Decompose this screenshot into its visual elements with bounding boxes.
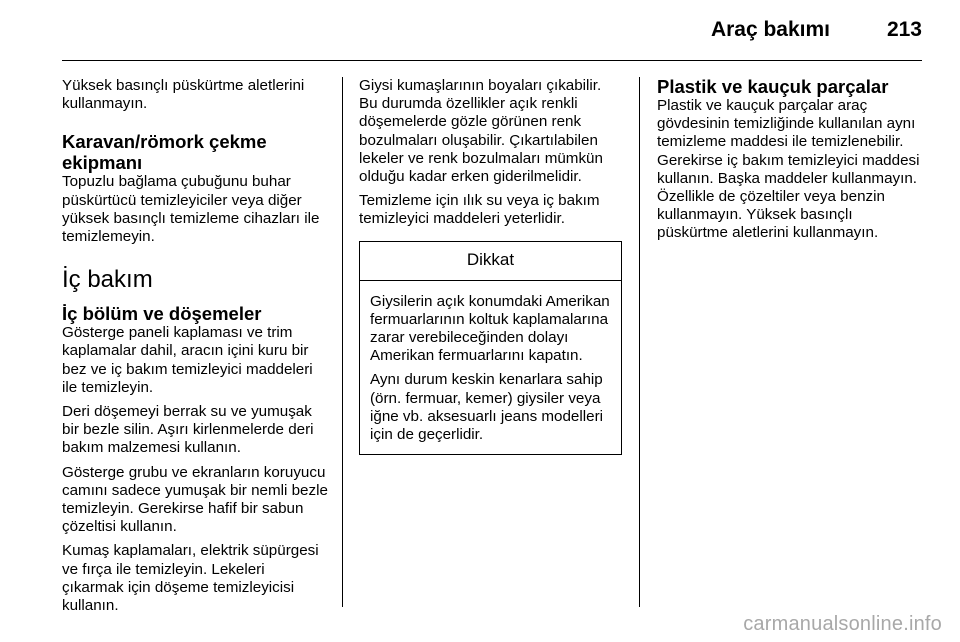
heading-interior-upholstery: İç bölüm ve döşemeler [62, 303, 262, 325]
caution-box [359, 241, 622, 456]
paragraph-dashboard: Gösterge paneli kaplaması ve trim kaplamalar dahil, aracın içini kuru bir bez ve iç bakım temizleyici maddeleri ile temizleyin. [62, 324, 313, 396]
caution-paragraph-1: Giysilerin açık konumdaki Amerikan fermuarlarının koltuk kaplamalarına zarar verebileceğinden dolayı Amerikan fermuarlarını kapatın. [370, 292, 610, 365]
heading-towing-equipment: Karavan/römork çekme ekipmanı [62, 131, 267, 174]
paragraph-intro: Yüksek basınçlı püskürtme aletlerini kullanmayın. [62, 77, 305, 113]
paragraph-towing: Topuzlu bağlama çubuğunu buhar püskürtücü temizleyiciler veya diğer yüksek basınçlı temizleme cihazları ile temizlemeyin. [62, 173, 320, 246]
page-number: 213 [886, 18, 922, 41]
paragraph-leather: Deri döşemeyi berrak su ve yumuşak bir bezle silin. Aşırı kirlenmelerde deri bakım malzemesi kullanın. [62, 403, 314, 457]
paragraph-display-glass: Gösterge grubu ve ekranların koruyucu camını sadece yumuşak bir nemli bezle temizleyin. Gerekirse hafif bir sabun çözeltisi kullanın. [62, 463, 328, 536]
column-divider-2 [639, 77, 640, 607]
paragraph-cleaning-agents: Temizleme için ılık su veya iç bakım temizleyici maddeleri yeterlidir. [359, 192, 600, 228]
paragraph-fabric: Kumaş kaplamaları, elektrik süpürgesi ve fırça ile temizleyin. Lekeleri çıkarmak için döşeme temizleyicisi kullanın. [62, 542, 319, 615]
caution-title: Dikkat [360, 242, 621, 281]
running-header-title: Araç bakımı [710, 18, 830, 41]
watermark: carmanualsonline.info [743, 613, 942, 635]
column-divider-1 [342, 77, 343, 607]
column-1 [62, 77, 330, 621]
paragraph-plastic-rubber: Plastik ve kauçuk parçalar araç gövdesinin temizliğinde kullanılan aynı temizleme maddesi ile temizlenebilir. Gerekirse iç bakım temizleyici maddesi kullanın. Başka maddeler kullanmayın. Özellikle de çözeltiler veya benzin kullanmayın. Yüksek basınçlı püskürtme aletlerini kullanmayın. [657, 97, 920, 242]
paragraph-dye-transfer: Giysi kumaşlarının boyaları çıkabilir. Bu durumda özellikler açık renkli döşemelerde gözle görünen renk bozulmaları oluşabilir. Çıkartılabilen lekeler ve renk bozulmaları mümkün olduğu kadar erken giderilmelidir. [359, 77, 603, 186]
column-3 [657, 77, 922, 249]
header-rule [62, 60, 922, 61]
heading-plastic-rubber: Plastik ve kauçuk parçalar [657, 76, 889, 97]
caution-body [360, 281, 621, 455]
heading-interior-care: İç bakım [62, 266, 153, 294]
caution-paragraph-2: Aynı durum keskin kenarlara sahip (örn. fermuar, kemer) giysiler veya iğne vb. aksesuarlı jeans modelleri için de geçerlidir. [370, 371, 603, 444]
column-2 [359, 77, 622, 455]
